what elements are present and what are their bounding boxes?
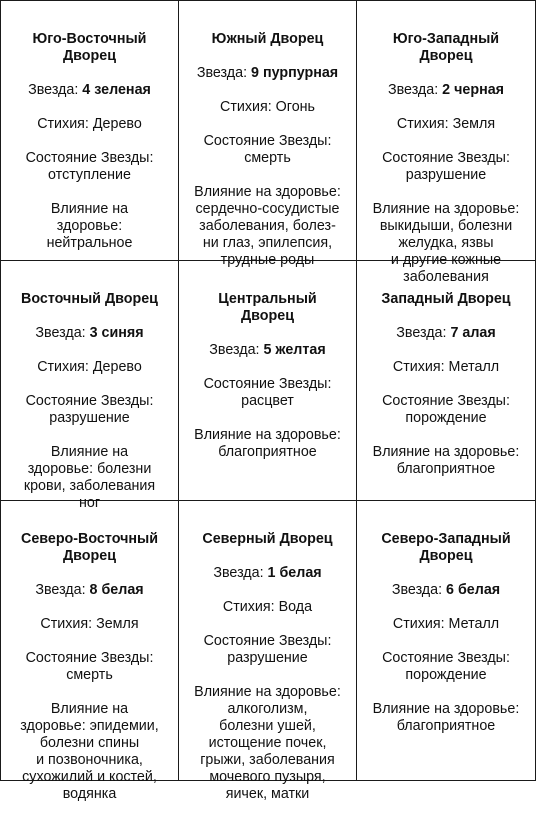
star-label: Звезда: xyxy=(387,82,443,98)
health-influence: Влияние на здоровье: болезни крови, заболевания ног xyxy=(23,444,156,511)
star-value: 9 пурпурная xyxy=(251,65,339,81)
element-line: Стихия: Дерево xyxy=(37,116,142,132)
star-label: Звезда: xyxy=(28,82,83,98)
star-label: Звезда: xyxy=(35,325,90,341)
health-influence: Влияние на здоровье: эпидемии, болезни спины и позвоночника, сухожилий и костей, водянка xyxy=(20,701,159,802)
element-line: Стихия: Земля xyxy=(40,616,139,632)
star-value: 3 синяя xyxy=(89,325,144,341)
star-line xyxy=(183,565,352,582)
star-state: Состояние Звезды: разрушение xyxy=(25,393,154,426)
star-line xyxy=(183,342,352,359)
element-line: Стихия: Огонь xyxy=(220,99,315,115)
element-line: Стихия: Дерево xyxy=(37,359,142,375)
palace-cell-southeast xyxy=(1,1,179,261)
star-state: Состояние Звезды: порождение xyxy=(382,650,510,683)
star-state: Состояние Звезды: смерть xyxy=(203,133,332,166)
star-label: Звезда: xyxy=(213,565,268,581)
palace-title: Южный Дворец xyxy=(211,31,324,47)
star-label: Звезда: xyxy=(391,582,447,598)
palace-title: Северный Дворец xyxy=(202,531,333,547)
palace-title: Западный Дворец xyxy=(381,291,511,307)
palace-cell-east xyxy=(1,261,179,511)
star-state: Состояние Звезды: порождение xyxy=(382,393,510,426)
palace-cell-northeast xyxy=(1,501,179,802)
palace-cell-northwest xyxy=(357,501,535,780)
health-influence: Влияние на здоровье: нейтральное xyxy=(46,201,133,251)
health-influence: Влияние на здоровье: благоприятное xyxy=(372,701,520,734)
star-line xyxy=(361,325,531,342)
star-value: 7 алая xyxy=(450,325,496,341)
element-line: Стихия: Вода xyxy=(222,599,313,615)
palace-title: Северо-Западный Дворец xyxy=(381,531,511,564)
star-label: Звезда: xyxy=(196,65,252,81)
star-label: Звезда: xyxy=(396,325,451,341)
palace-title: Центральный Дворец xyxy=(218,291,317,324)
palace-title: Юго-Западный Дворец xyxy=(392,31,500,64)
star-value: 5 желтая xyxy=(263,342,326,358)
palace-cell-center xyxy=(179,261,357,501)
star-line xyxy=(183,65,352,82)
element-line: Стихия: Металл xyxy=(392,359,500,375)
health-influence: Влияние на здоровье: благоприятное xyxy=(194,427,341,460)
health-influence: Влияние на здоровье: алкоголизм, болезни ушей, истощение почек, грыжи, заболевания мочевого пузыря, яичек, матки xyxy=(194,684,341,802)
star-state: Состояние Звезды: расцвет xyxy=(203,376,332,409)
star-line xyxy=(361,582,531,599)
health-influence: Влияние на здоровье: сердечно-сосудистые заболевания, болез- ни глаз, эпилепсия, трудные роды xyxy=(194,184,341,268)
star-label: Звезда: xyxy=(35,582,90,598)
palace-title: Восточный Дворец xyxy=(21,291,158,307)
element-line: Стихия: Металл xyxy=(392,616,500,632)
star-line xyxy=(361,82,531,99)
star-value: 1 белая xyxy=(267,565,322,581)
element-line: Стихия: Земля xyxy=(396,116,496,132)
star-line xyxy=(5,325,174,342)
palace-title: Юго-Восточный Дворец xyxy=(32,31,147,64)
health-influence: Влияние на здоровье: благоприятное xyxy=(372,444,520,477)
star-state: Состояние Звезды: разрушение xyxy=(203,633,332,666)
star-value: 4 зеленая xyxy=(82,82,151,98)
star-value: 8 белая xyxy=(89,582,144,598)
palace-cell-north xyxy=(179,501,357,802)
star-state: Состояние Звезды: смерть xyxy=(25,650,154,683)
star-line xyxy=(5,582,174,599)
palace-cell-southwest xyxy=(357,1,535,285)
palace-cell-west xyxy=(357,261,535,501)
star-label: Звезда: xyxy=(209,342,264,358)
star-state: Состояние Звезды: отступление xyxy=(25,150,154,183)
star-value: 6 белая xyxy=(446,582,501,598)
star-state: Состояние Звезды: разрушение xyxy=(382,150,510,183)
health-influence: Влияние на здоровье: выкидыши, болезни желудка, язвы и другие кожные заболевания xyxy=(372,201,520,285)
palace-title: Северо-Восточный Дворец xyxy=(21,531,158,564)
palace-cell-south xyxy=(179,1,357,268)
star-value: 2 черная xyxy=(442,82,505,98)
star-line xyxy=(5,82,174,99)
